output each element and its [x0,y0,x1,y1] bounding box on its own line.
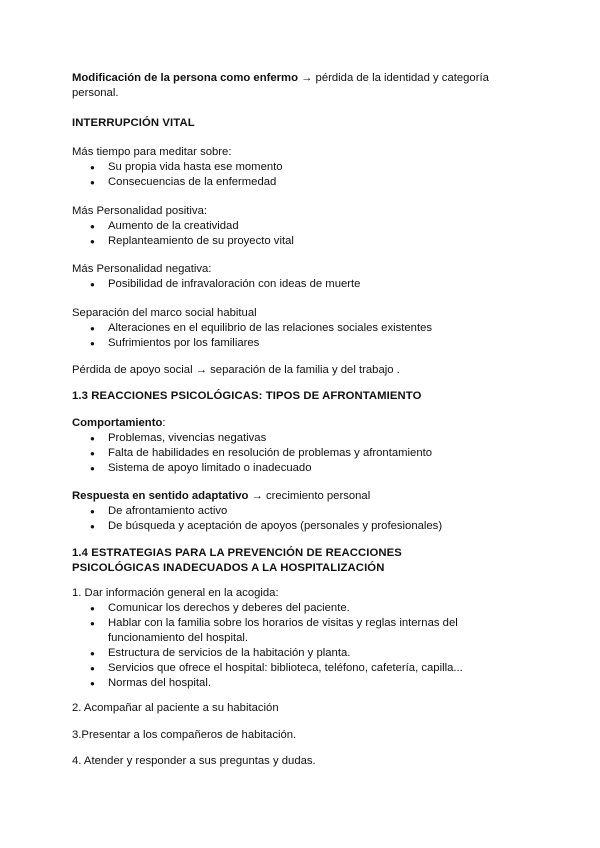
comportamiento-bold: Comportamiento [72,417,163,429]
list-item: ● Estructura de servicios de la habitación y planta. [72,646,472,661]
step-2: 2. Acompañar al paciente a su habitación [72,702,279,714]
intro-paragraph [72,71,534,101]
positiva-label: Más Personalidad positiva: [72,205,208,217]
perdida-line: Pérdida de apoyo social → separación de la familia y del trabajo . [72,364,400,376]
list-item: ● Comunicar los derechos y deberes del paciente. [72,601,472,616]
list-item: ● De afrontamiento activo [72,504,534,519]
list-item: ● Hablar con la familia sobre los horarios de visitas y reglas internas del funcionamiento del hospital. [72,616,472,646]
step-3: 3.Presentar a los compañeros de habitación. [72,729,297,741]
comportamiento-label [72,416,534,431]
acogida-list [72,601,472,691]
intro-rest: → pérdida de la identidad y categoría personal. [72,72,489,99]
section-acogida [72,586,534,691]
list-item: ● Aumento de la creatividad [72,219,534,234]
list-item: ● Su propia vida hasta ese momento [72,160,534,175]
list-item: ● Problemas, vivencias negativas [72,431,534,446]
comportamiento-rest: : [162,417,166,429]
list-item: ● Posibilidad de infravaloración con ideas de muerte [72,277,534,292]
respuesta-rest: → crecimiento personal [248,490,371,502]
heading-interrupcion: INTERRUPCIÓN VITAL [72,117,195,129]
list-item: ● Falta de habilidades en resolución de problemas y afrontamiento [72,446,534,461]
heading-reacciones: 1.3 REACCIONES PSICOLÓGICAS: TIPOS DE AFRONTAMIENTO [72,390,422,402]
heading-estrategias: 1.4 ESTRATEGIAS PARA LA PREVENCIÓN DE REACCIONES PSICOLÓGICAS INADECUADOS A LA HOSPITALIZACIÓN [72,547,402,574]
meditar-label: Más tiempo para meditar sobre: [72,146,232,158]
list-item: ● Sistema de apoyo limitado o inadecuado [72,461,534,476]
list-item: ● Servicios que ofrece el hospital: biblioteca, teléfono, cafetería, capilla... [72,661,472,676]
respuesta-label [72,489,534,504]
section-positiva [72,204,534,249]
section-comportamiento [72,416,534,476]
meditar-list [72,160,534,190]
list-item: ● Replanteamiento de su proyecto vital [72,234,534,249]
list-item: ● De búsqueda y aceptación de apoyos (personales y profesionales) [72,519,534,534]
acogida-label: 1. Dar información general en la acogida: [72,587,279,599]
section-meditar [72,145,534,190]
respuesta-list [72,504,534,534]
intro-bold: Modificación de la persona como enfermo [72,72,298,84]
respuesta-bold: Respuesta en sentido adaptativo [72,490,249,502]
positiva-list [72,219,534,249]
section-negativa [72,262,534,292]
list-item: ● Normas del hospital. [72,676,472,691]
list-item: ● Consecuencias de la enfermedad [72,175,534,190]
section-respuesta [72,489,534,534]
section-separacion [72,306,534,351]
list-item: ● Sufrimientos por los familiares [72,336,534,351]
negativa-list [72,277,534,292]
list-item: ● Alteraciones en el equilibrio de las relaciones sociales existentes [72,321,534,336]
step-4: 4. Atender y responder a sus preguntas y dudas. [72,755,316,767]
separacion-label: Separación del marco social habitual [72,307,257,319]
separacion-list [72,321,534,351]
negativa-label: Más Personalidad negativa: [72,263,212,275]
comportamiento-list [72,431,534,476]
